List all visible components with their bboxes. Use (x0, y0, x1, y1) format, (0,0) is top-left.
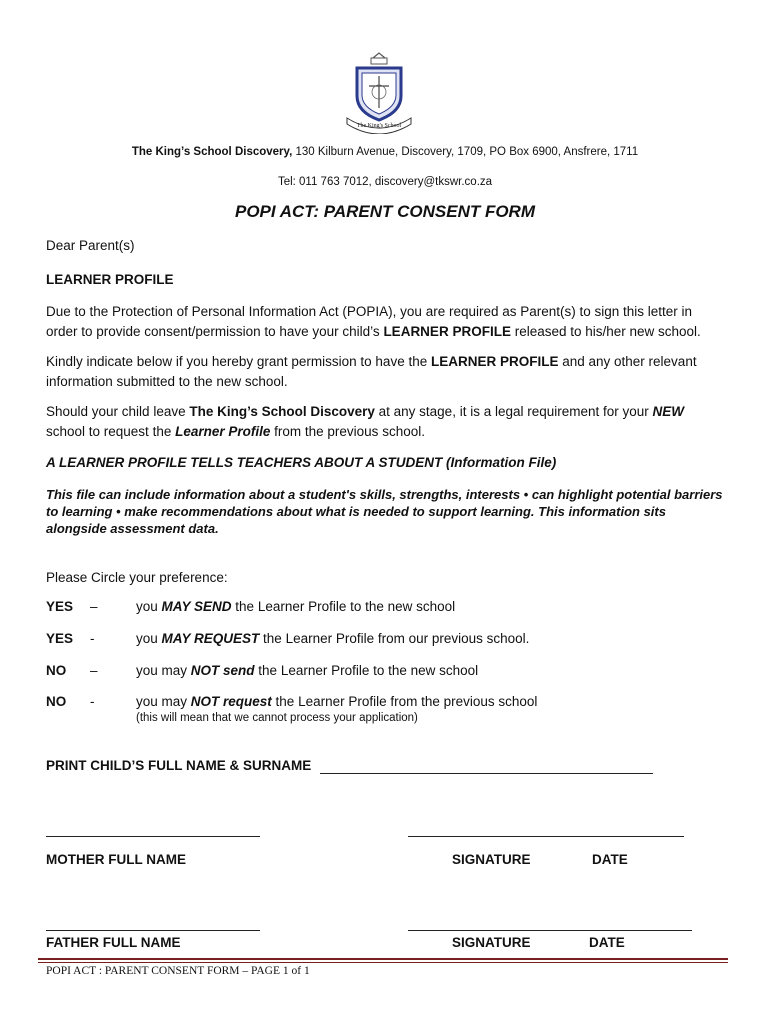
option-2-emph: MAY REQUEST (161, 631, 260, 646)
para1-text-c: released to his/her new school. (510, 324, 701, 339)
info-body: This file can include information about a student's skills, strengths, interests • can highlight potential barriers to learning • make recommendations about what is needed to support learning. This information sits alongside assessment data. (46, 487, 723, 536)
preference-prompt: Please Circle your preference: (46, 570, 228, 585)
option-note: (this will mean that we cannot process your application) (136, 712, 418, 724)
option-3-pre: you may (136, 663, 191, 678)
option-4-dash: - (90, 694, 95, 709)
school-address (0, 146, 770, 158)
option-4-text[interactable] (136, 694, 537, 709)
father-name-label: FATHER FULL NAME (46, 935, 181, 950)
para1-text-a: Due to the Protection of Personal Information Act (POPIA), you are required as Parent(s) to sign this letter in order to provide consent/permission to have your child’s (46, 304, 693, 339)
option-3-key[interactable]: NO (46, 663, 67, 678)
option-4-post: the Learner Profile from the previous school (271, 694, 538, 709)
child-name-label: PRINT CHILD’S FULL NAME & SURNAME (46, 758, 312, 773)
para1-emph: LEARNER PROFILE (383, 324, 511, 339)
page-title: POPI ACT: PARENT CONSENT FORM (234, 202, 535, 221)
father-date-label: DATE (589, 935, 625, 950)
mother-name-label: MOTHER FULL NAME (46, 852, 186, 867)
para3-school: The King’s School Discovery (189, 404, 375, 419)
option-2-dash: - (90, 631, 95, 646)
option-3-emph: NOT send (190, 663, 255, 678)
option-2-key[interactable]: YES (46, 631, 74, 646)
para3-learner-profile: Learner Profile (175, 424, 271, 439)
paragraph-legal (46, 402, 726, 442)
school-name: The King’s School Discovery, (131, 146, 293, 158)
para2-text-c: and any other relevant information submitted to the new school. (46, 354, 697, 389)
option-3-text[interactable] (136, 663, 478, 678)
option-3-dash: – (90, 663, 98, 678)
mother-date-label: DATE (592, 852, 628, 867)
page-footer: POPI ACT : PARENT CONSENT FORM – PAGE 1 of 1 (46, 965, 310, 977)
mother-signature-field[interactable] (408, 836, 684, 837)
option-4-pre: you may (136, 694, 191, 709)
para3-text-e: school to request the (46, 424, 176, 439)
para3-text-g: from the previous school. (270, 424, 425, 439)
mother-signature-label: SIGNATURE (452, 852, 531, 867)
option-1-text[interactable] (136, 599, 455, 614)
father-signature-label: SIGNATURE (452, 935, 531, 950)
mother-name-field[interactable] (46, 836, 260, 837)
option-1-post: the Learner Profile to the new school (231, 599, 456, 614)
para2-emph: LEARNER PROFILE (430, 354, 559, 369)
section-heading: LEARNER PROFILE (46, 272, 174, 287)
school-crest-logo (343, 52, 415, 134)
option-1-emph: MAY SEND (161, 599, 232, 614)
para3-text-a: Should your child leave (46, 404, 190, 419)
child-name-field[interactable] (320, 773, 653, 774)
father-name-field[interactable] (46, 930, 260, 931)
para3-text-c: at any stage, it is a legal requirement for your (374, 404, 653, 419)
father-signature-field[interactable] (408, 930, 692, 931)
footer-rule-thin (38, 962, 728, 963)
option-2-text[interactable] (136, 631, 529, 646)
school-contact: Tel: 011 763 7012, discovery@tkswr.co.za (277, 176, 493, 188)
footer-rule (38, 958, 728, 960)
option-1-key[interactable]: YES (46, 599, 74, 614)
option-1-dash: – (90, 599, 98, 614)
option-2-pre: you (136, 631, 162, 646)
greeting: Dear Parent(s) (46, 238, 135, 253)
paragraph-permission (46, 352, 726, 392)
option-2-post: the Learner Profile from our previous school. (259, 631, 530, 646)
option-3-post: the Learner Profile to the new school (254, 663, 479, 678)
option-4-emph: NOT request (190, 694, 272, 709)
option-4-key[interactable]: NO (46, 694, 67, 709)
info-heading: A LEARNER PROFILE TELLS TEACHERS ABOUT A STUDENT (Information File) (46, 455, 557, 470)
address-text: 130 Kilburn Avenue, Discovery, 1709, PO Box 6900, Ansfrere, 1711 (292, 146, 639, 158)
para2-text-a: Kindly indicate below if you hereby grant permission to have the (46, 354, 431, 369)
svg-text:The King's School: The King's School (356, 123, 402, 129)
paragraph-consent (46, 302, 726, 342)
option-1-pre: you (136, 599, 162, 614)
para3-new: NEW (652, 404, 685, 419)
